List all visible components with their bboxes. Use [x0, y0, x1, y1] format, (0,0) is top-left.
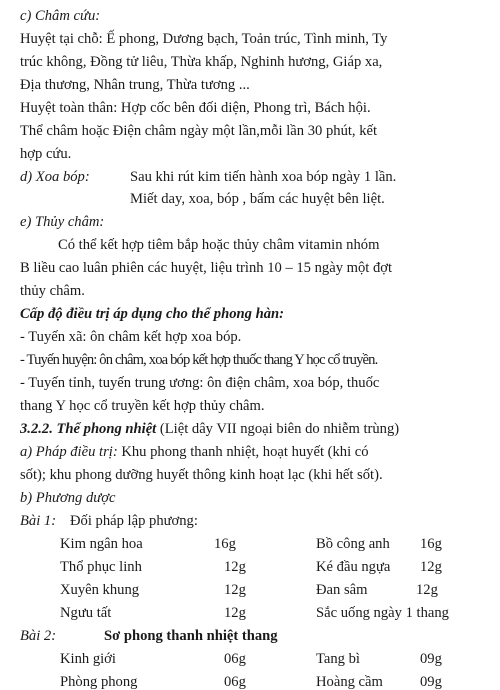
text-line: Thể châm hoặc Điện châm ngày một lần,mỗi lần 30 phút, kết [20, 123, 378, 139]
herb-dose: 16g [420, 536, 442, 552]
section-c-heading: c) Châm cứu: [20, 8, 101, 24]
section-e-heading: e) Thủy châm: [20, 214, 105, 230]
text-line: hợp cứu. [20, 146, 72, 162]
herb-dose: 12g [416, 582, 438, 598]
section-a-text: Khu phong thanh nhiệt, hoạt huyết (khi có [117, 444, 369, 460]
herb-dose: 12g [224, 605, 246, 621]
text-line: sốt); khu phong dưỡng huyết thông kinh hoạt lạc (khi hết sốt). [20, 467, 383, 483]
herb-name: Bồ công anh [316, 536, 390, 552]
herb-name: Thổ phục linh [60, 559, 142, 575]
text-line: B liều cao luân phiên các huyệt, liệu trình 10 – 15 ngày một đợt [20, 260, 393, 276]
herb-dose: 06g [224, 674, 246, 690]
text-line: thủy châm. [20, 283, 85, 299]
bai1-label: Bài 1: [20, 513, 57, 529]
herb-name: Ngưu tất [60, 605, 112, 621]
list-item: - Tuyến xã: ôn châm kết hợp xoa bóp. [20, 329, 242, 345]
section-d-label: d) Xoa bóp: [20, 169, 90, 185]
section-322-heading [20, 422, 399, 437]
text-line: Địa thương, Nhân trung, Thừa tương ... [20, 77, 250, 93]
section-b-heading: b) Phương dược [20, 490, 116, 506]
herb-dose: 09g [420, 651, 442, 667]
herb-dose: 12g [224, 582, 246, 598]
herb-dose: 12g [420, 559, 442, 575]
text-line: trúc không, Đồng tử liêu, Thừa khấp, Nghinh hương, Giáp xa, [20, 54, 383, 70]
herb-name: Xuyên khung [60, 582, 140, 598]
herb-dose: 16g [214, 536, 236, 552]
herb-name: Ké đầu ngựa [316, 559, 391, 575]
herb-name: Kim ngân hoa [60, 536, 143, 552]
herb-name: Phòng phong [60, 674, 138, 690]
list-item: - Tuyến huyện: ôn châm, xoa bóp kết hợp thuốc thang Y học cổ truyền. [20, 352, 378, 368]
text-line: Huyệt tại chỗ: Ế phong, Dương bạch, Toản trúc, Tình minh, Ty [20, 31, 388, 47]
herb-name: Đan sâm [316, 582, 368, 598]
bai2-label: Bài 2: [20, 628, 57, 644]
list-item: thang Y học cổ truyền kết hợp thủy châm. [20, 398, 265, 414]
text-line: Miết day, xoa, bóp , bấm các huyệt bên liệt. [130, 191, 385, 207]
herb-dose: 06g [224, 651, 246, 667]
bai1-text: Đối pháp lập phương: [70, 513, 198, 529]
list-item: - Tuyến tỉnh, tuyến trung ương: ôn điện châm, xoa bóp, thuốc [20, 375, 380, 391]
text-line: Huyệt toàn thân: Hợp cốc bên đối diện, Phong trì, Bách hội. [20, 100, 371, 116]
herb-name: Tang bì [316, 651, 360, 667]
section-322-title: 3.2.2. Thể phong nhiệt [20, 421, 157, 437]
bai2-title: Sơ phong thanh nhiệt thang [104, 628, 278, 644]
section-a-label: a) Pháp điều trị: [20, 444, 118, 460]
section-a-line [20, 445, 369, 460]
text-line: Có thể kết hợp tiêm bắp hoặc thủy châm vitamin nhóm [58, 237, 380, 253]
herb-dose: 12g [224, 559, 246, 575]
text-line: Sau khi rút kim tiến hành xoa bóp ngày 1 lần. [130, 169, 397, 185]
treatment-level-heading: Cấp độ điều trị áp dụng cho thể phong hàn: [20, 306, 284, 322]
herb-dose: 09g [420, 674, 442, 690]
herb-name: Hoàng cầm [316, 674, 383, 690]
section-322-subtitle: (Liệt dây VII ngoại biên do nhiễm trùng) [156, 421, 400, 437]
dosage-instruction: Sắc uống ngày 1 thang [316, 605, 449, 621]
herb-name: Kinh giới [60, 651, 116, 667]
